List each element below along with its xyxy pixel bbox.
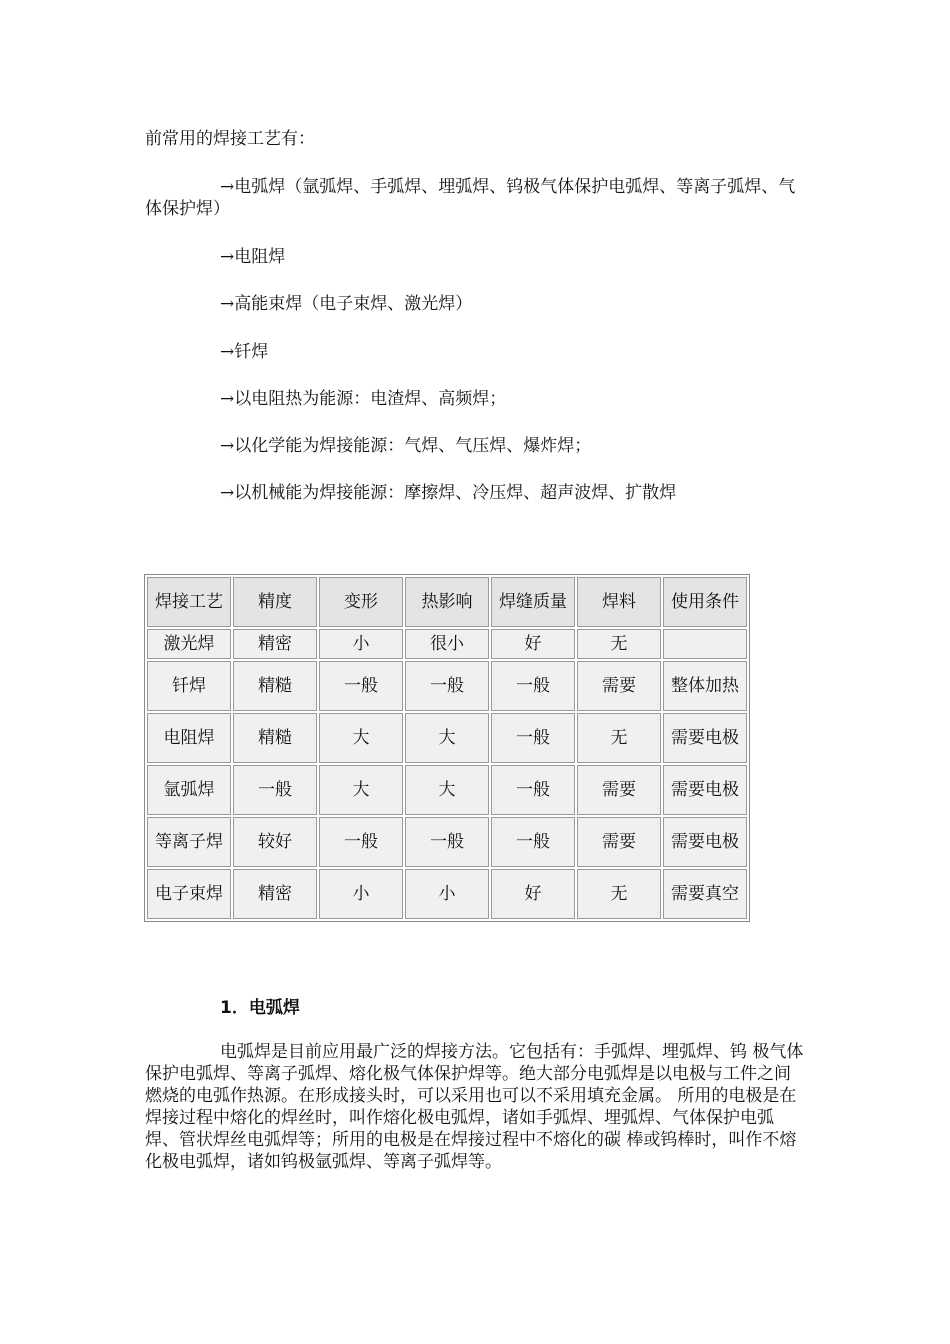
header-cell: 焊料 — [577, 577, 661, 627]
table-cell: 一般 — [405, 817, 489, 867]
header-cell: 焊缝质量 — [491, 577, 575, 627]
table-cell: 整体加热 — [663, 661, 747, 711]
bullet-resistance-welding: →电阻焊 — [220, 247, 286, 267]
table-cell: 一般 — [233, 765, 317, 815]
table-cell: 需要电极 — [663, 765, 747, 815]
table-cell: 需要 — [577, 661, 661, 711]
table-cell: 较好 — [233, 817, 317, 867]
bullet-high-energy-beam-welding: →高能束焊（电子束焊、激光焊） — [220, 294, 473, 314]
table-cell — [663, 629, 747, 659]
table-cell: 无 — [577, 713, 661, 763]
table-cell: 需要电极 — [663, 713, 747, 763]
table-row — [147, 869, 747, 919]
table-cell: 好 — [491, 869, 575, 919]
header-cell: 使用条件 — [663, 577, 747, 627]
table-cell: 需要 — [577, 817, 661, 867]
table-cell: 精糙 — [233, 713, 317, 763]
table-cell: 电子束焊 — [147, 869, 231, 919]
table-cell: 很小 — [405, 629, 489, 659]
table-cell: 需要真空 — [663, 869, 747, 919]
table-cell: 小 — [319, 629, 403, 659]
table-cell: 需要 — [577, 765, 661, 815]
table-cell: 大 — [319, 765, 403, 815]
table-cell: 精密 — [233, 869, 317, 919]
table-cell: 钎焊 — [147, 661, 231, 711]
table-row — [147, 661, 747, 711]
bullet-resistance-heat: →以电阻热为能源：电渣焊、高频焊； — [220, 389, 507, 409]
table-cell: 一般 — [405, 661, 489, 711]
section-heading: 1．电弧焊 — [220, 998, 300, 1018]
table-cell: 小 — [405, 869, 489, 919]
table-row — [147, 817, 747, 867]
table-cell: 无 — [577, 629, 661, 659]
table-cell: 大 — [405, 765, 489, 815]
bullet-arc-welding: →电弧焊（氩弧焊、手弧焊、埋弧焊、钨极气体保护电弧焊、等离子弧焊、气体保护焊） — [145, 177, 796, 219]
table-cell: 大 — [319, 713, 403, 763]
table-cell: 一般 — [491, 765, 575, 815]
header-cell: 焊接工艺 — [147, 577, 231, 627]
table-cell: 电阻焊 — [147, 713, 231, 763]
table-cell: 好 — [491, 629, 575, 659]
table-cell: 一般 — [491, 817, 575, 867]
welding-comparison-table — [144, 574, 750, 922]
table-cell: 大 — [405, 713, 489, 763]
section-paragraph: 电弧焊是目前应用最广泛的焊接方法。它包括有：手弧焊、埋弧焊、钨 极气体保护电弧焊、等离子弧焊、熔化极气体保护焊等。绝大部分电弧焊是以电极与工件之间燃烧的电弧作热源。在形成接头时，可以采用也可以不采用填充金属。 所用的电极是在焊接过程中熔化的焊丝时，叫作熔化极电弧焊，诸如手弧焊、埋弧焊、气体保护电弧焊、管状焊丝电弧焊等；所用的电极是在焊接过程中不熔化的碳 棒或钨棒时，叫作不熔化极电弧焊，诸如钨极氩弧焊、等离子弧焊等。 — [145, 1042, 804, 1172]
table-cell: 氩弧焊 — [147, 765, 231, 815]
bullet-brazing: →钎焊 — [220, 342, 269, 362]
table-cell: 一般 — [319, 661, 403, 711]
table-cell: 一般 — [491, 713, 575, 763]
table-cell: 一般 — [491, 661, 575, 711]
table-cell: 激光焊 — [147, 629, 231, 659]
table-row — [147, 629, 747, 659]
header-cell: 精度 — [233, 577, 317, 627]
table-header-row — [147, 577, 747, 627]
table-cell: 精密 — [233, 629, 317, 659]
table-row — [147, 765, 747, 815]
table-cell: 一般 — [319, 817, 403, 867]
table-row — [147, 713, 747, 763]
table-cell: 需要电极 — [663, 817, 747, 867]
table-cell: 精糙 — [233, 661, 317, 711]
bullet-mechanical-energy: →以机械能为焊接能源：摩擦焊、冷压焊、超声波焊、扩散焊 — [220, 483, 677, 503]
table-cell: 小 — [319, 869, 403, 919]
bullet-chemical-energy: →以化学能为焊接能源：气焊、气压焊、爆炸焊； — [220, 436, 592, 456]
table-cell: 无 — [577, 869, 661, 919]
header-cell: 热影响 — [405, 577, 489, 627]
intro-text: 前常用的焊接工艺有： — [145, 129, 315, 149]
table-cell: 等离子焊 — [147, 817, 231, 867]
header-cell: 变形 — [319, 577, 403, 627]
